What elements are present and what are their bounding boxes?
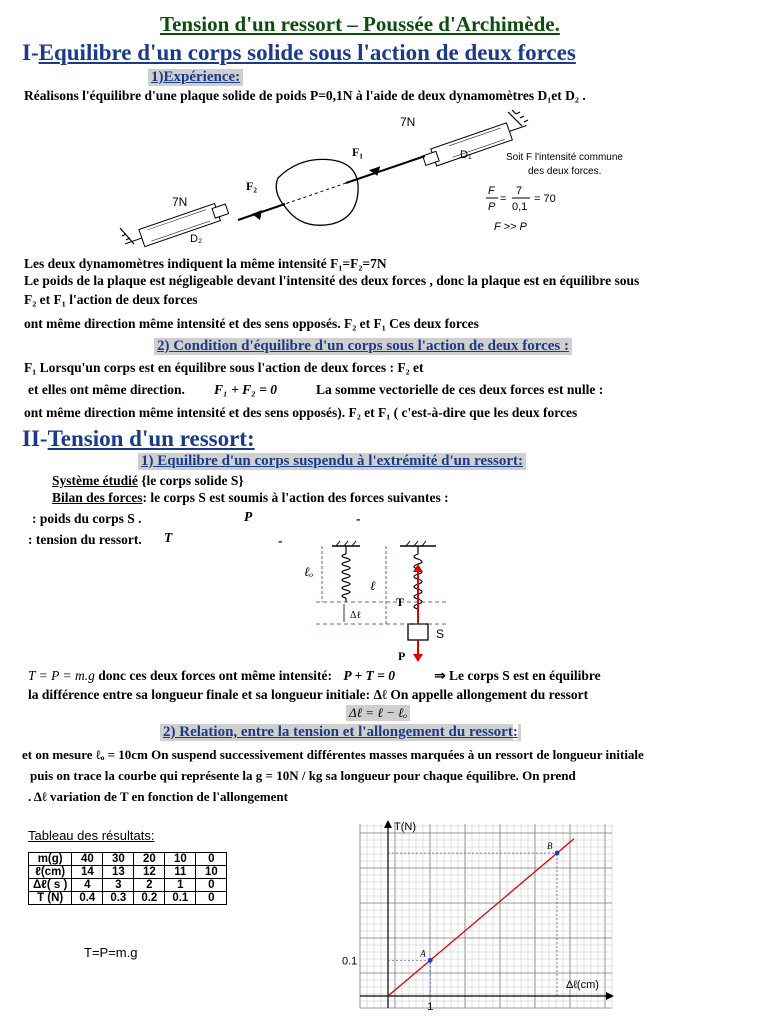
spring-unloaded [342, 546, 350, 602]
table-row-header: ℓ(cm) [29, 866, 72, 879]
force-weight-line: : poids du corps S . [32, 511, 142, 526]
mass-s [408, 624, 428, 640]
table-cell: 0.1 [165, 892, 196, 905]
allongement-formula: Δℓ = ℓ − ℓₒ [346, 705, 410, 721]
table-cell: 20 [134, 853, 165, 866]
table-row [29, 892, 227, 905]
section-2-number: II- [22, 426, 48, 451]
subsection-2-heading [160, 724, 521, 741]
tension-graph [340, 818, 622, 1014]
label-d2: D₂ [190, 233, 203, 245]
table-cell: 4 [72, 879, 103, 892]
experience-text: Réalisons l'équilibre d'une plaque solide de poids P=0,1N à l'aide de deux dynamomètres D₁et D₂ . [24, 88, 586, 103]
eq-t-p-mg: T = P = m.g [28, 668, 95, 683]
text-line-5: F₁ Lorsqu'un corps est en équilibre sous l'action de deux forces : F₂ et [24, 360, 424, 375]
table-row-header: m(g) [29, 853, 72, 866]
section-1-heading [22, 40, 576, 66]
systeme-label: Système étudié [52, 473, 138, 488]
label-t: T [396, 595, 405, 609]
table-cell: 40 [72, 853, 103, 866]
subsection-2-title: 2) Relation, entre la tension et l'allongement du ressort [163, 724, 513, 740]
table-cell: 14 [72, 866, 103, 879]
label-f1: F₁ [352, 145, 363, 159]
bottom-wall-support [120, 228, 134, 244]
table-cell: 1 [165, 879, 196, 892]
text-line-3: F₂ et F₁ l'action de deux forces [24, 292, 198, 307]
compare-text: F >> P [494, 221, 527, 233]
label-p: P [398, 649, 406, 663]
table-cell: 0 [196, 879, 227, 892]
bilan-value: : le corps S est soumis à l'action des forces suivantes : [142, 490, 449, 505]
eq-conclusion: ⇒ Le corps S est en équilibre [434, 668, 601, 683]
vector-sum-equation: F₁ + F₂ = 0 [214, 382, 278, 397]
tension-symbol: T [164, 530, 173, 545]
force-line-f1 [346, 156, 425, 183]
page-title: Tension d'un ressort – Poussée d'Archimède. [160, 12, 560, 36]
table-cell: 11 [165, 866, 196, 879]
table-row-header: T (N) [29, 892, 72, 905]
top-wall-support [508, 110, 528, 126]
table-cell: 10 [165, 853, 196, 866]
dynamometer-figure [110, 108, 623, 254]
systeme-value: {le corps solide S} [137, 473, 244, 488]
label-l: ℓ [370, 578, 376, 593]
y-axis-arrowhead [384, 820, 392, 828]
ratio-mid-numerator: 7 [516, 185, 523, 197]
ratio-numerator: F [488, 185, 495, 197]
table-cell: 2 [134, 879, 165, 892]
label-l0: ℓₒ [304, 564, 314, 579]
table-cell: 0 [196, 853, 227, 866]
table-row [29, 853, 227, 866]
label-7n-bottom: 7N [172, 195, 188, 209]
data-point-label: B [547, 841, 553, 852]
weight-symbol: P [244, 509, 253, 524]
table-cell: 0 [196, 892, 227, 905]
eq-vector-sum: P + T = 0 [343, 668, 395, 683]
table-row-header: Δℓ( s ) [29, 879, 72, 892]
ratio-denominator: P [488, 201, 496, 213]
condition-heading: 2) Condition d'équilibre d'un corps sous l'action de deux forces : [154, 338, 572, 355]
section-2-title: Tension d'un ressort: [47, 426, 255, 451]
ratio-result: = 70 [534, 193, 556, 205]
force-tension-line: : tension du ressort. [28, 532, 142, 547]
table-formula: T=P=m.g [84, 945, 138, 960]
subsection-1-heading: 1) Equilibre d'un corps suspendu à l'extrémité d'un ressort: [138, 453, 526, 470]
dash-1: - [356, 511, 361, 526]
relation-line-3: . Δℓ variation de T en fonction de l'allongement [28, 789, 288, 804]
experience-heading: 1)Expérience: [148, 69, 243, 86]
eq-text: donc ces deux forces ont même intensité: [94, 668, 332, 683]
y-axis-label: T(N) [394, 821, 416, 833]
label-s: S [436, 627, 445, 641]
x-axis-label: Δℓ(cm) [566, 979, 599, 991]
relation-line-2: puis on trace la courbe qui représente la g = 10N / kg sa longueur pour chaque équilibre. On prend [30, 768, 576, 783]
label-delta-l: Δℓ [350, 610, 362, 621]
ratio-mid-denominator: 0,1 [512, 201, 528, 213]
spring-figure [296, 540, 466, 666]
bilan-label: Bilan des forces [52, 490, 143, 505]
allongement-definition: la différence entre sa longueur finale et sa longueur initiale: Δℓ On appelle allongement du ressort [28, 687, 589, 702]
solid-plate [276, 159, 358, 225]
f2-arrowhead [252, 210, 262, 220]
section-1-number: I- [22, 40, 39, 65]
table-cell: 3 [103, 879, 134, 892]
table-cell: 0.4 [72, 892, 103, 905]
table-cell: 0.2 [134, 892, 165, 905]
equilibrium-line [28, 668, 601, 684]
table-cell: 0.3 [103, 892, 134, 905]
table-cell: 30 [103, 853, 134, 866]
systeme-line [52, 473, 244, 489]
subsection-2-colon: : [512, 724, 518, 740]
text-line-2: Le poids de la plaque est négligeable devant l'intensité des deux forces , donc la plaque est en équilibre sous [24, 273, 640, 288]
svg-text:=: = [500, 193, 507, 205]
note-line-1: Soit F l'intensité commune [506, 152, 623, 163]
x-tick-label: 1 [427, 1001, 434, 1013]
label-d1: D₁ [460, 149, 472, 161]
table-caption: Tableau des résultats: [28, 828, 155, 843]
x-axis-arrowhead [606, 992, 614, 1000]
bilan-line [52, 490, 449, 506]
text-line-4: ont même direction même intensité et des sens opposés. F₂ et F₁ Ces deux forces [24, 316, 479, 331]
note-line-2: des deux forces. [528, 166, 602, 177]
table-cell: 13 [103, 866, 134, 879]
table-row [29, 879, 227, 892]
text-line-6a: et elles ont même direction. [28, 382, 185, 397]
table-cell: 10 [196, 866, 227, 879]
text-line-1: Les deux dynamomètres indiquent la même intensité F₁=F₂=7N [24, 256, 387, 271]
text-line-6b: La somme vectorielle de ces deux forces est nulle : [316, 382, 604, 397]
relation-line-1: et on mesure ℓₒ = 10cm On suspend successivement différentes masses marquées à un ressort de longueur initiale [22, 747, 644, 762]
text-line-7: ont même direction même intensité et des sens opposés). F₂ et F₁ ( c'est-à-dire que les deux forces [24, 405, 578, 420]
table-row [29, 866, 227, 879]
y-tick-label: 0.1 [342, 955, 358, 968]
table-cell: 12 [134, 866, 165, 879]
label-7n-top: 7N [400, 115, 416, 129]
section-1-title: Equilibre d'un corps solide sous l'action de deux forces [38, 40, 576, 65]
label-f2: F₂ [246, 179, 257, 193]
section-2-heading [22, 426, 255, 452]
dash-2: - [278, 533, 283, 548]
results-table [28, 852, 227, 905]
data-point-label: A [420, 948, 426, 959]
